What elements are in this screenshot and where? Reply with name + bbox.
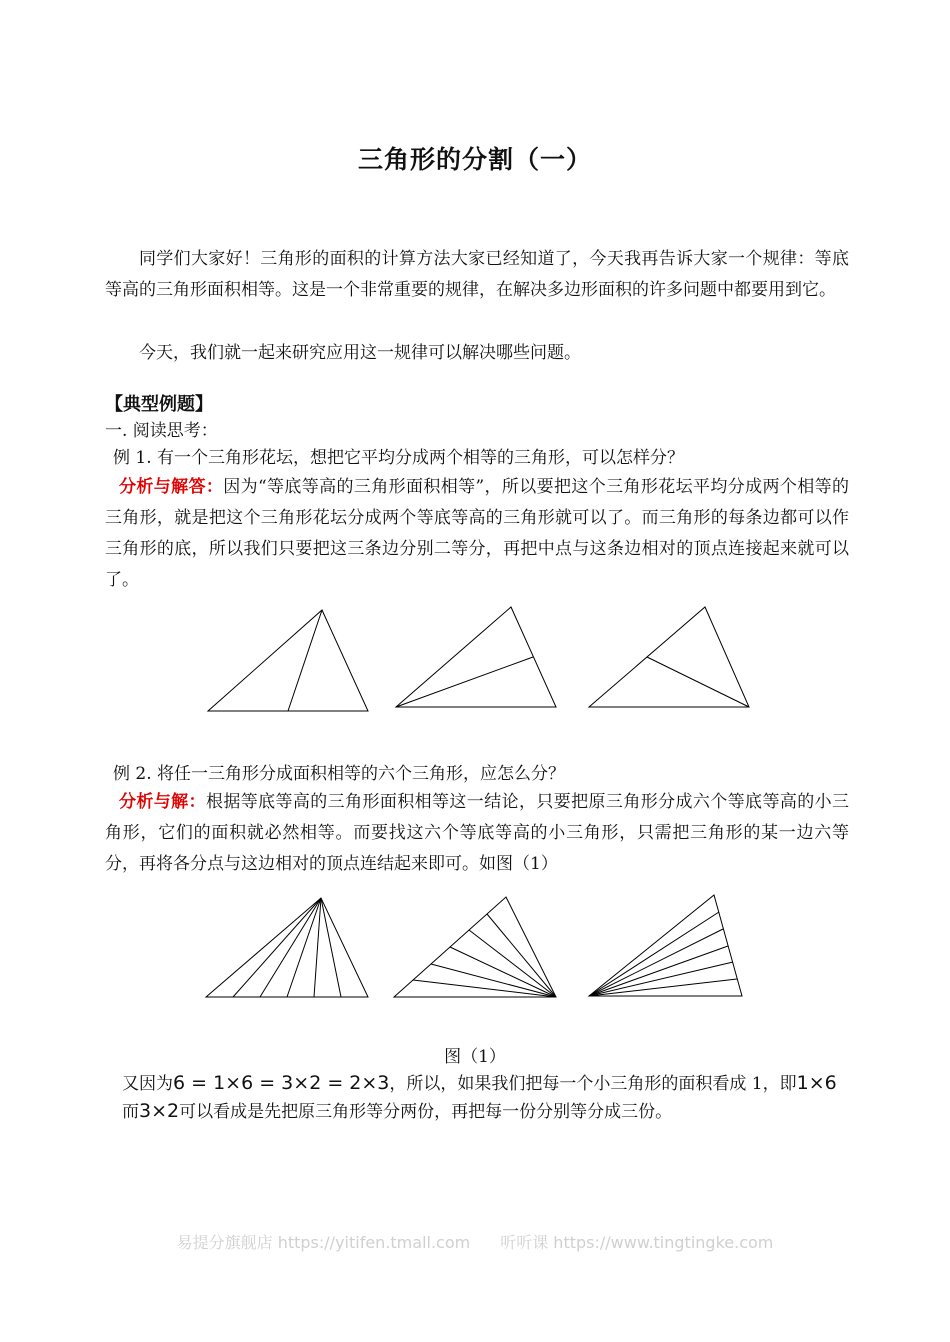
figure-1-triangle-a bbox=[206, 898, 368, 997]
footer-link-left[interactable]: 易提分旗舰店 https://yitifen.tmall.com bbox=[176, 1233, 471, 1252]
continuation-line-2-text: 可以看成是先把原三角形等分两份，再把每一份分别等分成三份。 bbox=[179, 1102, 673, 1122]
example-2-analysis-label: 分析与解： bbox=[119, 792, 206, 812]
figure-1-caption: 图（1） bbox=[444, 1047, 506, 1067]
figure-ex1-triangle-a bbox=[208, 610, 368, 711]
equation-6-factors: 6 = 1×6 = 3×2 = 2×3 bbox=[173, 1072, 390, 1094]
page-footer bbox=[0, 1230, 950, 1253]
equation-3x2: 3×2 bbox=[139, 1100, 180, 1122]
equation-1x6: 1×6 bbox=[796, 1072, 837, 1094]
example-2-question: 例 2. 将任一三角形分成面积相等的六个三角形，应怎么分？ bbox=[113, 764, 566, 784]
figure-ex1-triangle-c bbox=[589, 607, 749, 707]
intro-paragraph-2: 今天，我们就一起来研究应用这一规律可以解决哪些问题。 bbox=[139, 343, 581, 363]
page-title: 三角形的分割（一） bbox=[357, 145, 592, 174]
subsection-heading: 一. 阅读思考： bbox=[105, 421, 218, 441]
example-1-analysis-label: 分析与解答： bbox=[119, 477, 224, 497]
continuation-line-1-mid: ，所以，如果我们把每一个小三角形的面积看成 1，即 bbox=[389, 1074, 797, 1094]
intro-paragraph-1: 同学们大家好！三角形的面积的计算方法大家已经知道了，今天我再告诉大家一个规律：等底等高的三角形面积相等。这是一个非常重要的规律，在解决多边形面积的许多问题中都要用到它。 bbox=[105, 249, 849, 300]
continuation-line-1-prefix: 又因为 bbox=[122, 1074, 173, 1094]
figure-1-triangle-c bbox=[589, 895, 742, 996]
example-1-question: 例 1. 有一个三角形花坛，想把它平均分成两个相等的三角形，可以怎样分？ bbox=[113, 448, 685, 468]
footer-link-right[interactable]: 听听课 https://www.tingtingke.com bbox=[500, 1233, 774, 1252]
section-heading: 【典型例题】 bbox=[105, 394, 213, 415]
example-1-analysis-text: 因为“等底等高的三角形面积相等”，所以要把这个三角形花坛平均分成两个相等的三角形，就是把这个三角形花坛分成两个等底等高的三角形就可以了。而三角形的每条边都可以作三角形的底，所以我们只要把这三条边分别二等分，再把中点与这条边相对的顶点连接起来就可以了。 bbox=[105, 477, 849, 590]
figure-ex1-triangle-b bbox=[396, 607, 556, 707]
continuation-line-2-prefix: 而 bbox=[122, 1102, 139, 1122]
example-2-analysis-text: 根据等底等高的三角形面积相等这一结论，只要把原三角形分成六个等底等高的小三角形，它们的面积就必然相等。而要找这六个等底等高的小三角形，只需把三角形的某一边六等分，再将各分点与这边相对的顶点连结起来即可。如图（1） bbox=[105, 792, 850, 874]
figure-1-triangle-b bbox=[394, 897, 556, 997]
